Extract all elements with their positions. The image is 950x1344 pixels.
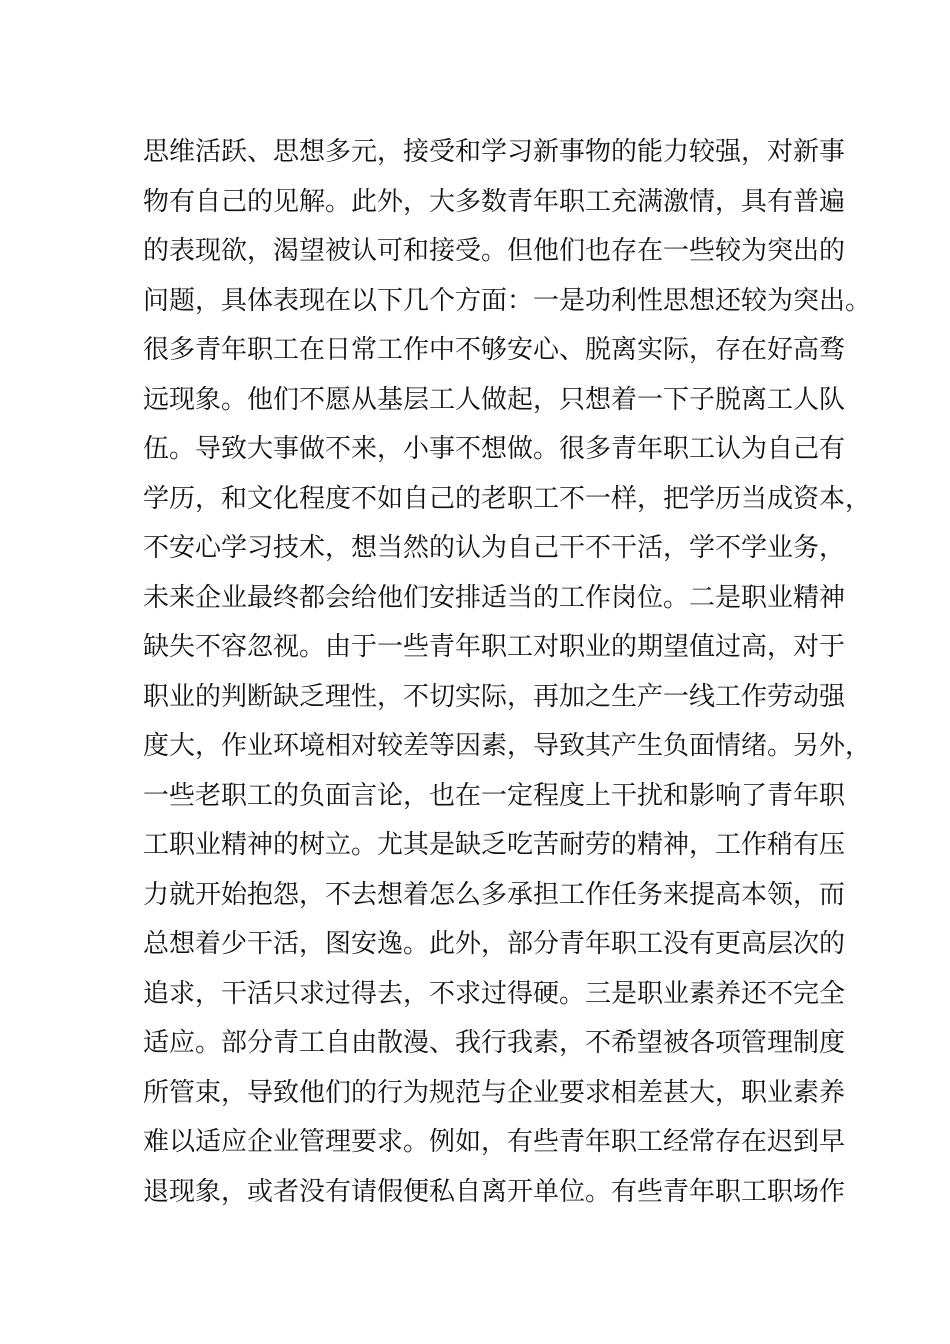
text-line: 学历，和文化程度不如自己的老职工不一样，把学历当成资本， — [143, 483, 872, 514]
text-line: 远现象。他们不愿从基层工人做起，只想着一下子脱离工人队 — [143, 384, 846, 415]
text-line: 未来企业最终都会给他们安排适当的工作岗位。二是职业精神 — [143, 582, 846, 613]
text-line: 所管束，导致他们的行为规范与企业要求相差甚大，职业素养 — [143, 1077, 846, 1108]
text-line: 很多青年职工在日常工作中不够安心、脱离实际，存在好高骛 — [143, 335, 846, 365]
text-line: 工职业精神的树立。尤其是缺乏吃苦耐劳的精神，工作稍有压 — [143, 830, 846, 860]
text-line: 适应。部分青工自由散漫、我行我素，不希望被各项管理制度 — [143, 1028, 846, 1058]
text-line: 总想着少干活，图安逸。此外，部分青年职工没有更高层次的 — [143, 929, 846, 959]
text-line: 不安心学习技术，想当然的认为自己干不干活，学不学业务， — [143, 533, 846, 563]
text-line: 的表现欲，渴望被认可和接受。但他们也存在一些较为突出的 — [143, 236, 846, 266]
text-line: 思维活跃、思想多元，接受和学习新事物的能力较强，对新事 — [143, 137, 846, 167]
text-line: 职业的判断缺乏理性，不切实际，再加之生产一线工作劳动强 — [143, 681, 846, 712]
text-line: 物有自己的见解。此外，大多数青年职工充满激情，具有普遍 — [143, 186, 846, 217]
body-text — [143, 128, 872, 1217]
text-line: 力就开始抱怨，不去想着怎么多承担工作任务来提高本领，而 — [143, 879, 846, 910]
text-line: 缺失不容忽视。由于一些青年职工对职业的期望值过高，对于 — [143, 632, 846, 662]
text-line: 追求，干活只求过得去，不求过得硬。三是职业素养还不完全 — [143, 978, 846, 1009]
text-line: 伍。导致大事做不来，小事不想做。很多青年职工认为自己有 — [143, 434, 846, 464]
text-line: 度大，作业环境相对较差等因素，导致其产生负面情绪。另外， — [143, 731, 872, 761]
text-line: 难以适应企业管理要求。例如，有些青年职工经常存在迟到早 — [143, 1127, 846, 1157]
text-line: 一些老职工的负面言论，也在一定程度上干扰和影响了青年职 — [143, 780, 846, 811]
text-line: 问题，具体表现在以下几个方面：一是功利性思想还较为突出。 — [143, 285, 872, 316]
text-line: 退现象，或者没有请假便私自离开单位。有些青年职工职场作 — [143, 1176, 846, 1207]
